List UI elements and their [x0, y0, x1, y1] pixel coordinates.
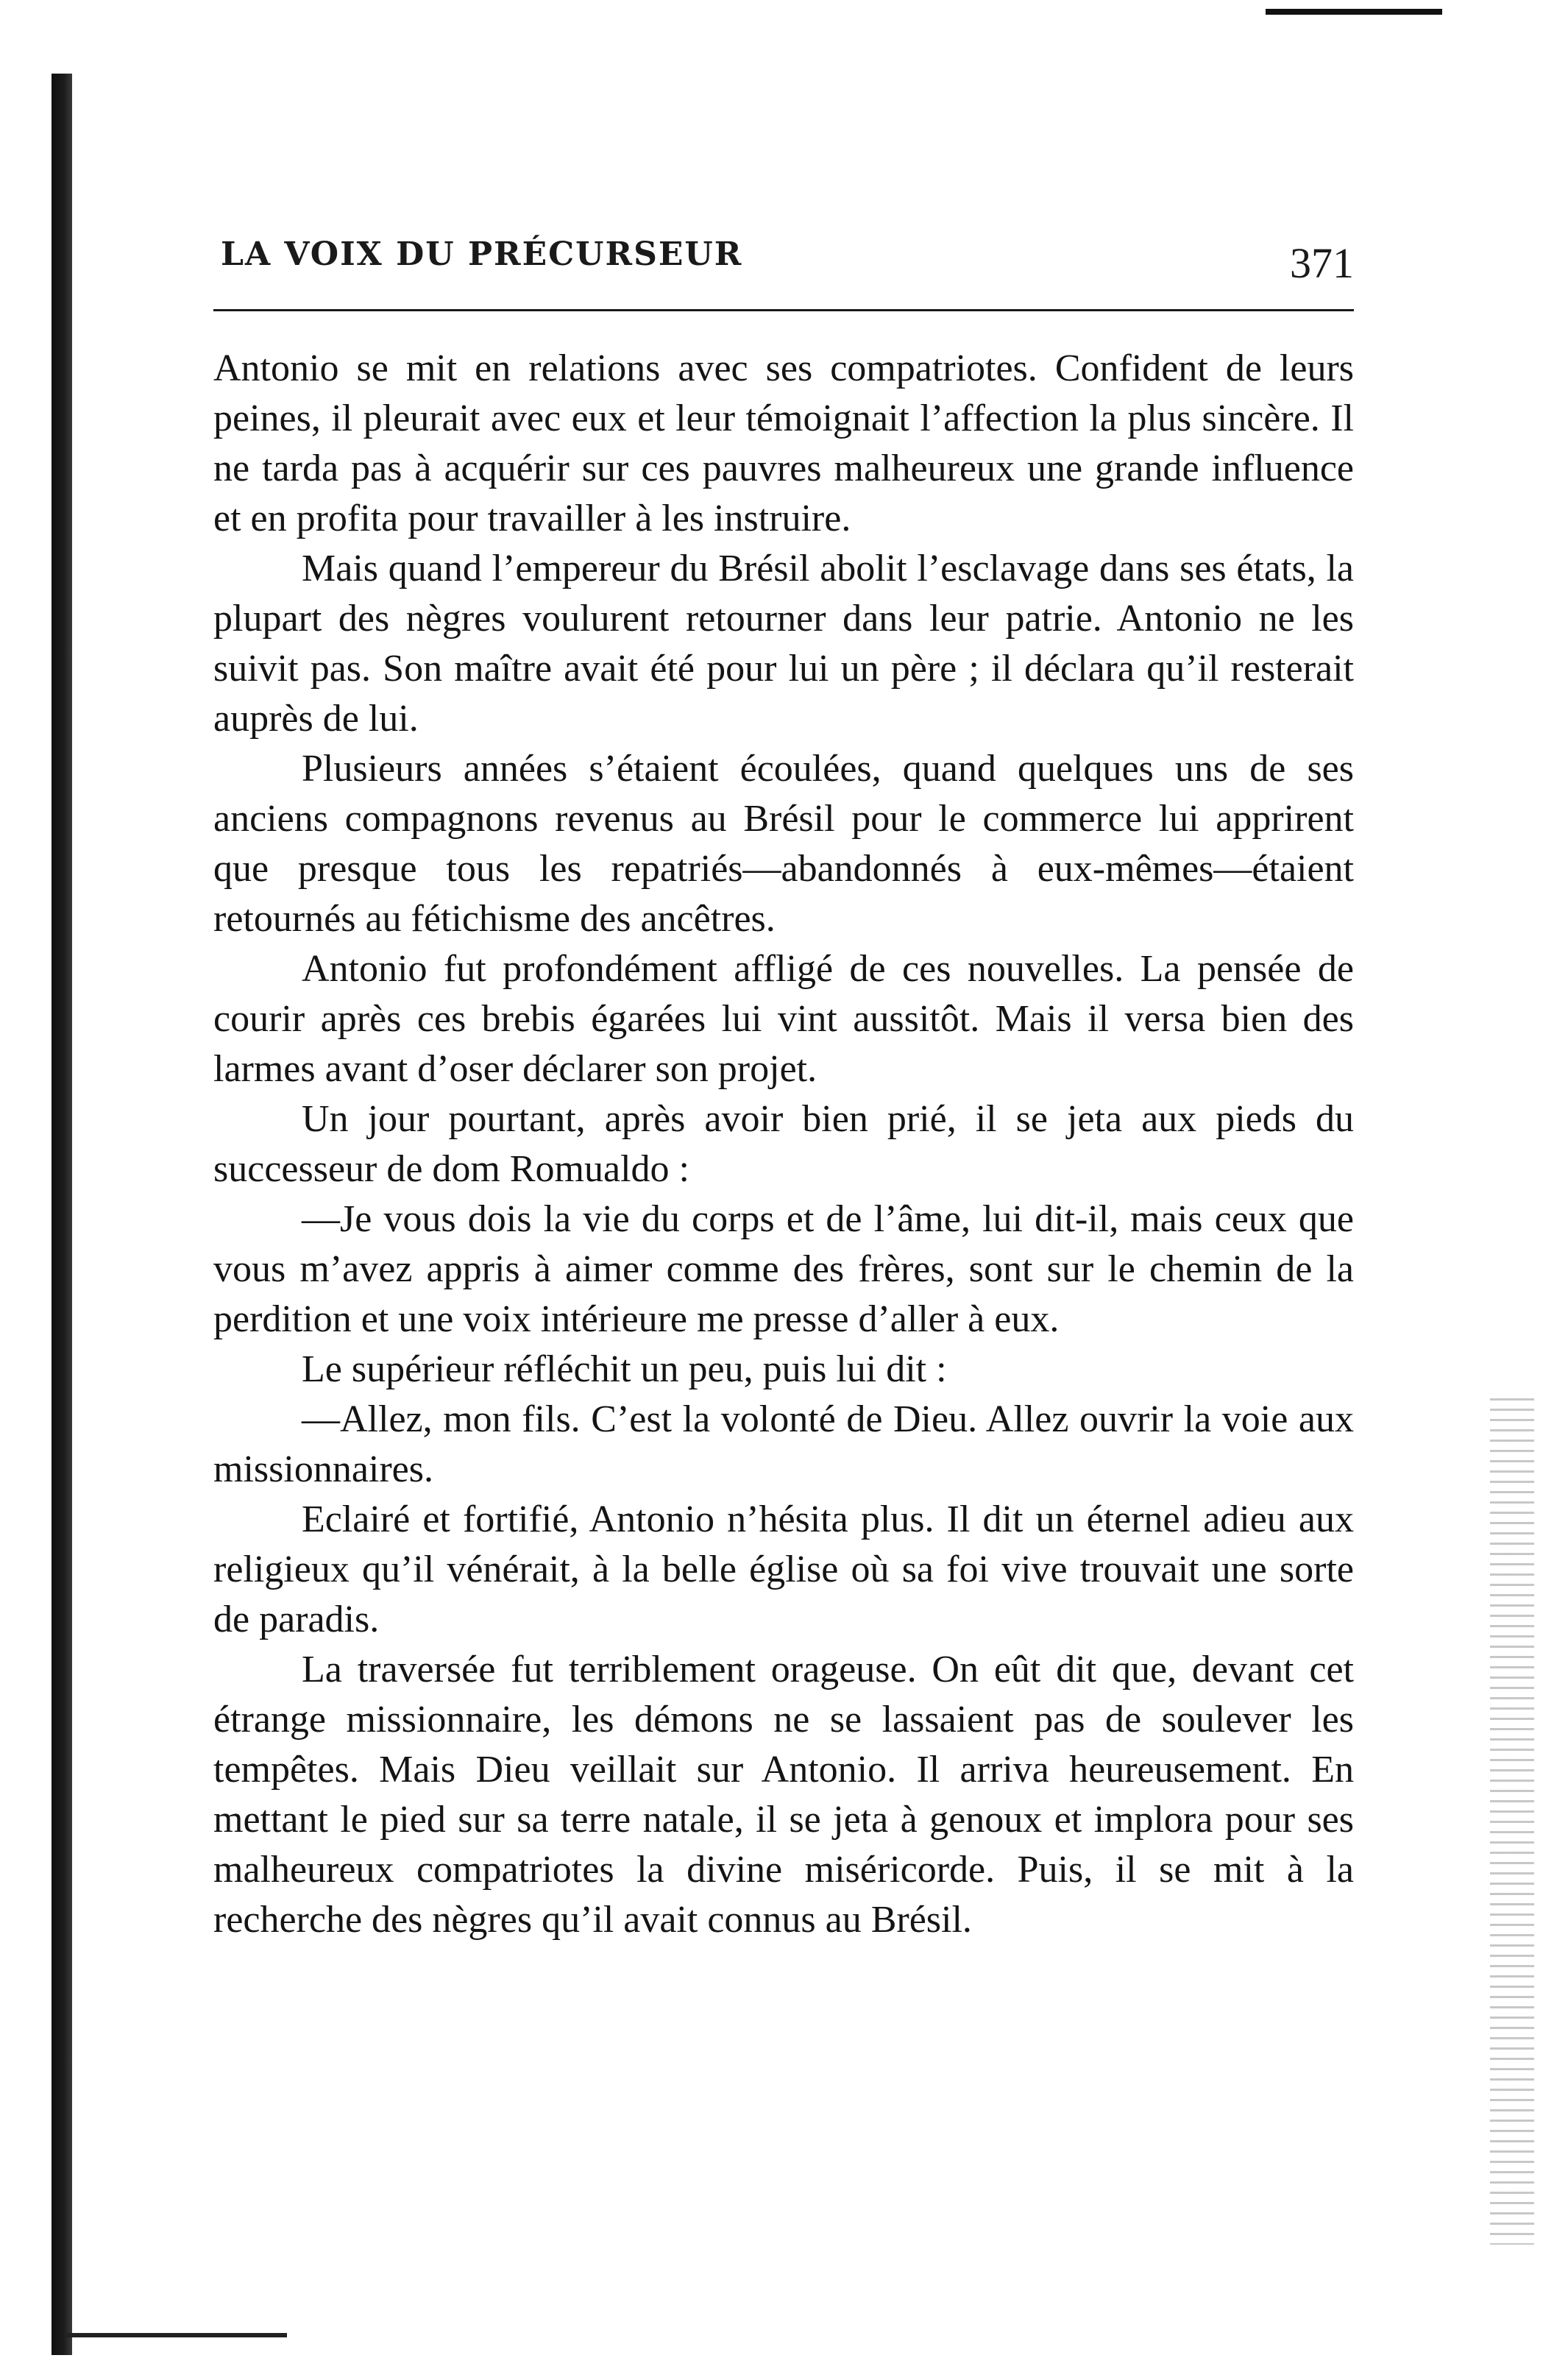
- book-page: [213, 221, 1354, 1945]
- running-title: LA VOIX DU PRÉCURSEUR: [221, 236, 743, 273]
- running-head: [213, 221, 1354, 311]
- body-text: [213, 344, 1354, 1945]
- paragraph: Mais quand l’empereur du Brésil abolit l’esclavage dans ses états, la plupart des nègres voulurent retourner dans leur patrie. Antonio ne les suivit pas. Son maître avait été pour lui un père ; il déclara qu’il resterait auprès de lui.: [213, 548, 1354, 740]
- scan-bottom-rule: [66, 2333, 287, 2337]
- scan-top-rule: [1266, 9, 1442, 15]
- page-number: 371: [1290, 239, 1354, 287]
- paragraph: La traversée fut terriblement orageuse. On eût dit que, devant cet étrange missionnaire, les démons ne se lassaient pas de soulever les tempêtes. Mais Dieu veillait sur Antonio. Il arriva heureusement. En mettant le pied sur sa terre natale, il se jeta à genoux et implora pour ses malheureux compatriotes la divine miséricorde. Puis, il se mit à la recherche des nègres qu’il avait connus au Brésil.: [213, 1649, 1354, 1941]
- paragraph: Antonio fut profondément affligé de ces nouvelles. La pensée de courir après ces brebis égarées lui vint aussitôt. Mais il versa bien des larmes avant d’oser déclarer son projet.: [213, 948, 1354, 1090]
- scan-left-edge: [52, 74, 72, 2355]
- scan-right-speckles: [1490, 1398, 1534, 2245]
- paragraph: Le supérieur réfléchit un peu, puis lui dit :: [302, 1348, 947, 1390]
- paragraph: Un jour pourtant, après avoir bien prié, il se jeta aux pieds du successeur de dom Romualdo :: [213, 1098, 1354, 1190]
- paragraph: Antonio se mit en relations avec ses compatriotes. Confident de leurs peines, il pleurait avec eux et leur témoignait l’affection la plus sincère. Il ne tarda pas à acquérir sur ces pauvres malheureux une grande influence et en profita pour travailler à les instruire.: [213, 347, 1354, 539]
- paragraph: Plusieurs années s’étaient écoulées, quand quelques uns de ses anciens compagnons revenus au Brésil pour le commerce lui apprirent que presque tous les repatriés—abandonnés à eux-mêmes—étaient retournés au fétichisme des ancêtres.: [213, 748, 1354, 940]
- paragraph: —Allez, mon fils. C’est la volonté de Dieu. Allez ouvrir la voie aux missionnaires.: [213, 1398, 1354, 1490]
- paragraph: Eclairé et fortifié, Antonio n’hésita plus. Il dit un éternel adieu aux religieux qu’il vénérait, à la belle église où sa foi vive trouvait une sorte de paradis.: [213, 1498, 1354, 1640]
- paragraph: —Je vous dois la vie du corps et de l’âme, lui dit-il, mais ceux que vous m’avez appris à aimer comme des frères, sont sur le chemin de la perdition et une voix intérieure me presse d’aller à eux.: [213, 1198, 1354, 1340]
